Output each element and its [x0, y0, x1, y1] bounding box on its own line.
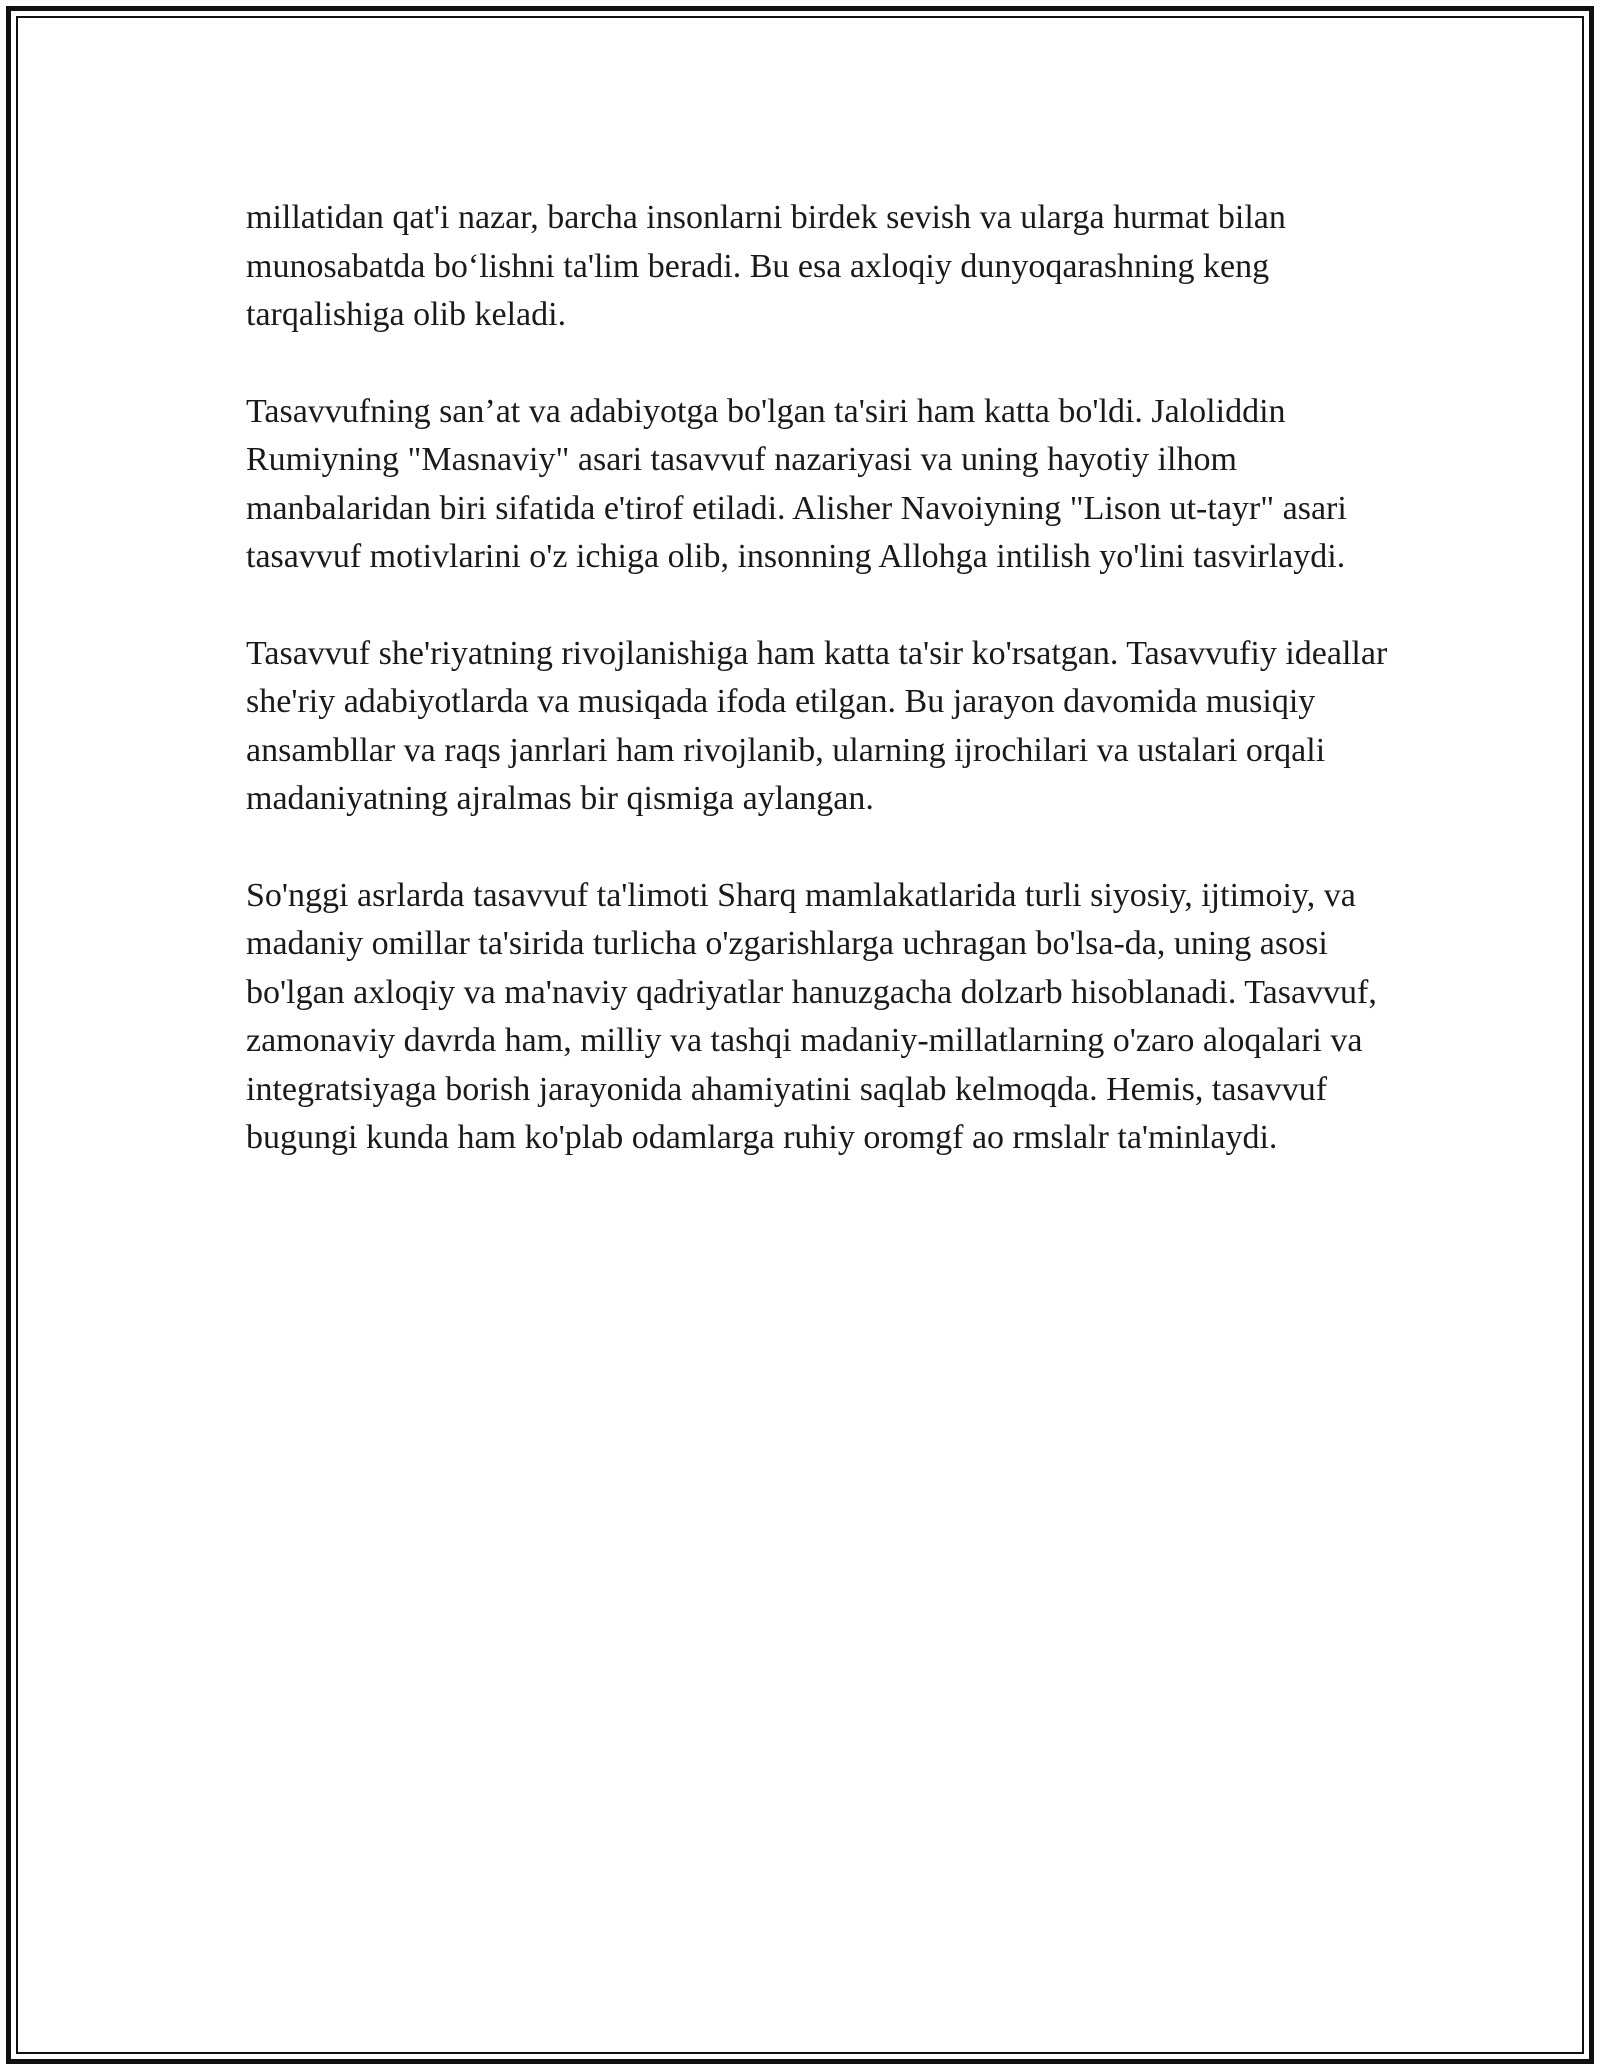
paragraph-2: Tasavvufning san’at va adabiyotga bo'lgan ta'siri ham katta bo'ldi. Jaloliddin Rumiyning "Masnaviy" asari tasavvuf nazariyasi va uning hayotiy ilhom manbalaridan biri sifatida e'tirof etiladi. Alisher Navoiyning "Lison ut-tayr" asari tasavvuf motivlarini o'z ichiga olib, insonning Allohga intilish yo'lini tasvirlaydi.	[246, 392, 1347, 575]
paragraph-1: millatidan qat'i nazar, barcha insonlarni birdek sevish va ularga hurmat bilan munosabatda bo‘lishni ta'lim beradi. Bu esa axloqiy dunyoqarashning keng tarqalishiga olib keladi.	[246, 199, 1286, 333]
document-body	[246, 194, 1396, 1211]
paragraph-3: Tasavvuf she'riyatning rivojlanishiga ham katta ta'sir ko'rsatgan. Tasavvufiy ideallar she'riy adabiyotlarda va musiqada ifoda etilgan. Bu jarayon davomida musiqiy ansambllar va raqs janrlari ham rivojlanib, ularning ijrochilari va ustalari orqali madaniyatning ajralmas bir qismiga aylangan.	[246, 634, 1388, 817]
paragraph-4: So'nggi asrlarda tasavvuf ta'limoti Sharq mamlakatlarida turli siyosiy, ijtimoiy, va madaniy omillar ta'sirida turlicha o'zgarishlarga uchragan bo'lsa-da, uning asosi bo'lgan axloqiy va ma'naviy qadriyatlar hanuzgacha dolzarb hisoblanadi. Tasavvuf, zamonaviy davrda ham, milliy va tashqi madaniy-millatlarning o'zaro aloqalari va integratsiyaga borish jarayonida ahamiyatini saqlab kelmoqda. Hemis, tasavvuf bugungi kunda ham ko'plab odamlarga ruhiy oromgf ao rmslalr ta'minlaydi.	[246, 876, 1377, 1156]
page-frame	[6, 6, 1594, 2064]
